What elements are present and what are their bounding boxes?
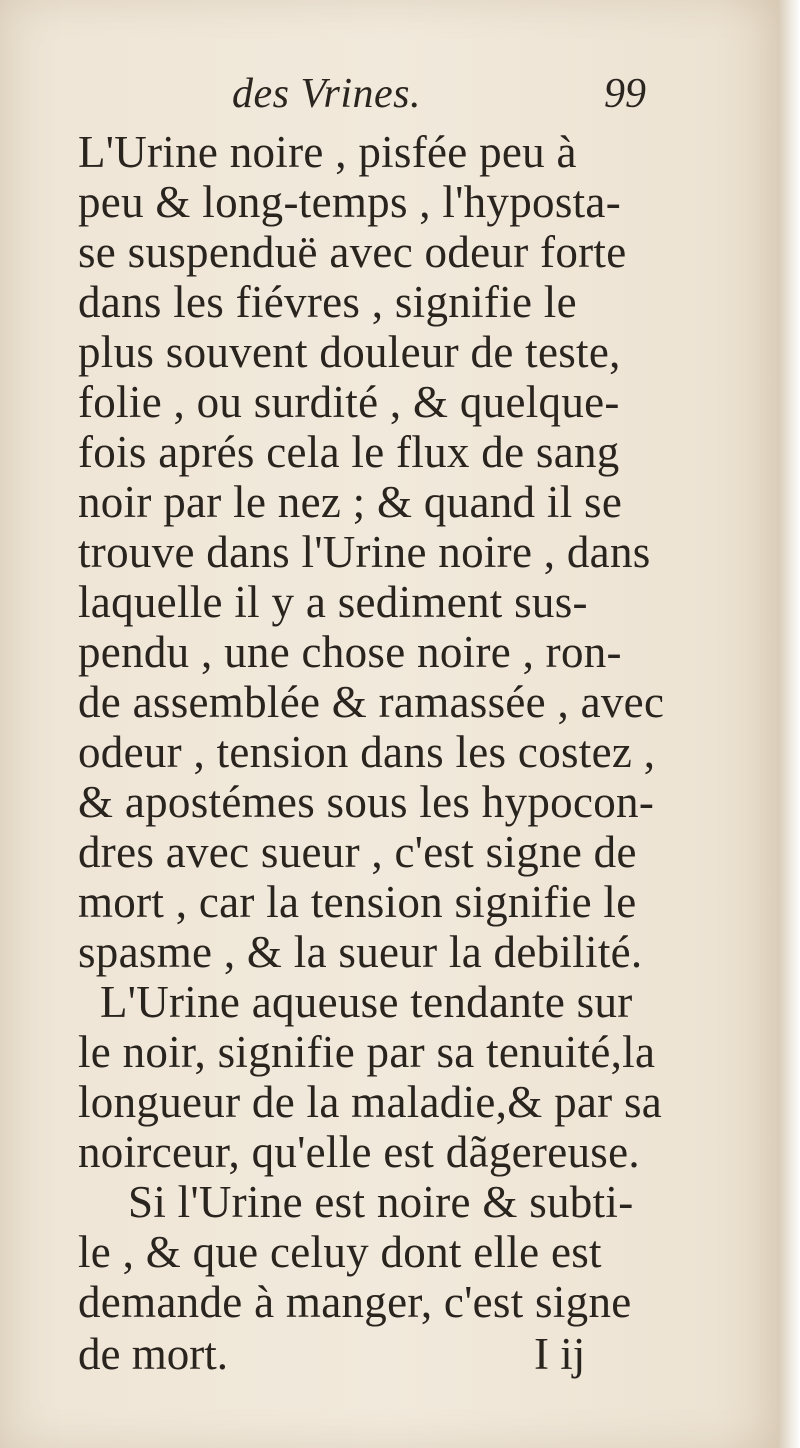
text-line: mort , car la tension signifie le bbox=[78, 877, 637, 927]
text-line: spasme , & la sueur la debilité. bbox=[78, 927, 643, 977]
text-line: Si l'Urine est noire & subti- bbox=[128, 1177, 634, 1227]
text-line: le , & que celuy dont elle est bbox=[78, 1227, 602, 1277]
text-line: odeur , tension dans les costez , bbox=[78, 727, 656, 777]
text-line: se suspenduë avec odeur forte bbox=[78, 227, 627, 277]
text-line: laquelle il y a sediment sus- bbox=[78, 577, 588, 627]
text-line: le noir, signifie par sa tenuité,la bbox=[78, 1027, 656, 1077]
text-line: fois aprés cela le flux de sang bbox=[78, 427, 620, 477]
page-header bbox=[0, 70, 778, 126]
text-line: dans les fiévres , signifie le bbox=[78, 277, 577, 327]
text-line: pendu , une chose noire , ron- bbox=[78, 627, 622, 677]
text-line: dres avec sueur , c'est signe de bbox=[78, 827, 637, 877]
text-line: L'Urine noire , pisfée peu à bbox=[78, 127, 577, 177]
text-line: noirceur, qu'elle est dãgereuse. bbox=[78, 1127, 640, 1177]
text-line: longueur de la maladie,& par sa bbox=[78, 1077, 663, 1127]
text-line: peu & long-temps , l'hyposta- bbox=[78, 177, 621, 227]
signature-mark: I ij bbox=[534, 1329, 586, 1379]
text-line: folie , ou surdité , & quelque- bbox=[78, 377, 620, 427]
page-edge bbox=[778, 0, 800, 1448]
last-text-line: de mort. bbox=[78, 1329, 228, 1379]
text-line: demande à manger, c'est signe bbox=[78, 1277, 632, 1327]
text-line: trouve dans l'Urine noire , dans bbox=[78, 527, 651, 577]
text-line: plus souvent douleur de teste, bbox=[78, 327, 621, 377]
running-head: des Vrines. bbox=[232, 71, 422, 117]
text-line: noir par le nez ; & quand il se bbox=[78, 477, 623, 527]
page-number: 99 bbox=[604, 71, 646, 117]
text-line: & apostémes sous les hypocon- bbox=[78, 777, 655, 827]
text-line: de assemblée & ramassée , avec bbox=[78, 677, 665, 727]
text-line: L'Urine aqueuse tendante sur bbox=[100, 977, 633, 1027]
